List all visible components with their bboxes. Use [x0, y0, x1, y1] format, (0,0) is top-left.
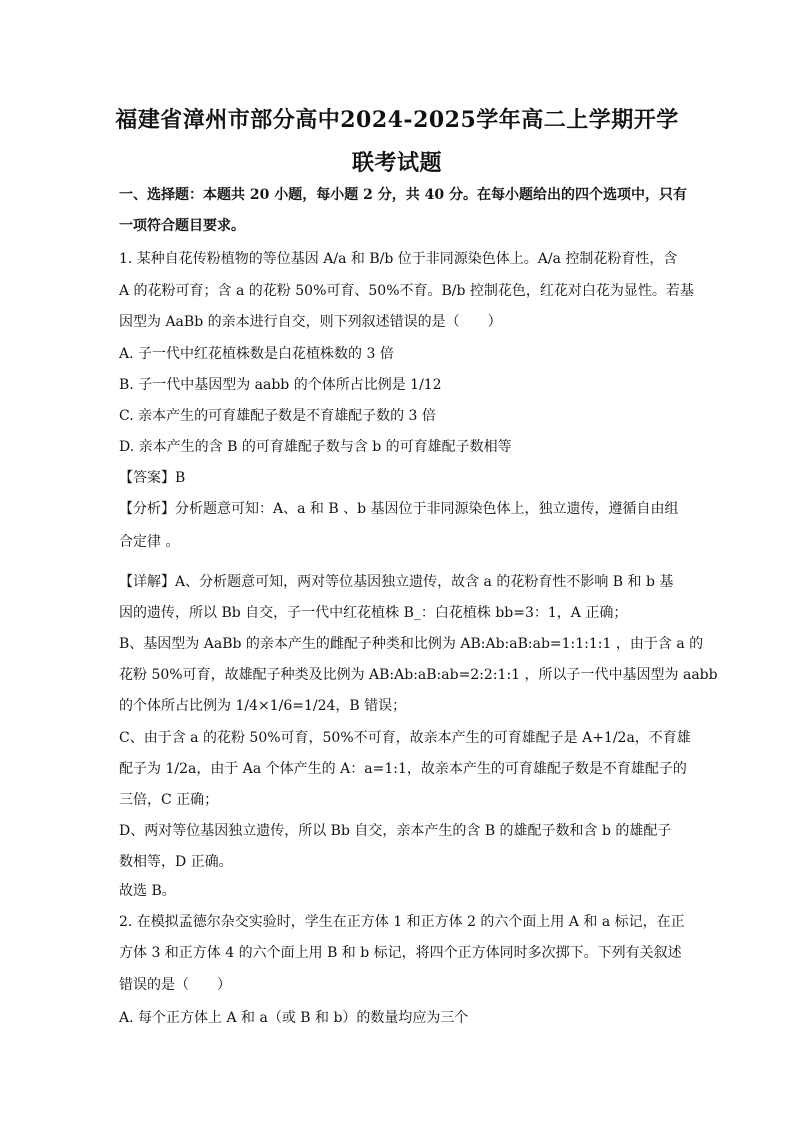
q1-detail-line1: 【详解】A、分析题意可知，两对等位基因独立遗传，故含 a 的花粉育性不影响 B 和 b 基	[119, 574, 674, 590]
q1-analysis-line2: 合定律 。	[119, 534, 180, 550]
section-heading-line2: 一项符合题目要求。	[119, 218, 245, 234]
q1-analysis-line1: 【分析】分析题意可知：A、a 和 B 、b 基因位于非同源染色体上，独立遗传，遵循自由组	[119, 501, 679, 517]
q1-detail-line11: 故选 B。	[119, 883, 176, 899]
q2-stem-line3: 错误的是（ ）	[119, 977, 231, 993]
q1-detail-line9: D、两对等位基因独立遗传，所以 Bb 自交，亲本产生的含 B 的雄配子数和含 b 的雄配子	[119, 823, 672, 839]
q1-stem-line2: A 的花粉可育；含 a 的花粉 50%可育、50%不育。B/b 控制花色，红花对白花为显性。若基	[119, 283, 694, 299]
q1-detail-line7: 配子为 1/2a，由于 Aa 个体产生的 A：a=1:1，故亲本产生的可育雄配子数是不育雄配子的	[119, 761, 687, 777]
section-heading-line1: 一、选择题：本题共 20 小题，每小题 2 分，共 40 分。在每小题给出的四个选项中，只有	[119, 187, 687, 203]
q1-option-a: A. 子一代中红花植株数是白花植株数的 3 倍	[119, 346, 394, 362]
q2-stem-line2: 方体 3 和正方体 4 的六个面上用 B 和 b 标记，将四个正方体同时多次掷下。下列有关叙述	[119, 945, 682, 961]
document-title-line2: 联考试题	[351, 150, 442, 176]
q1-stem-line1: 1. 某种自花传粉植物的等位基因 A/a 和 B/b 位于非同源染色体上。A/a 控制花粉育性，含	[119, 251, 678, 267]
q1-detail-line2: 因的遗传，所以 Bb 自交，子一代中红花植株 B_：白花植株 bb=3：1，A 正确；	[119, 605, 628, 621]
q1-detail-line10: 数相等，D 正确。	[119, 854, 233, 870]
q1-option-d: D. 亲本产生的含 B 的可育雄配子数与含 b 的可育雄配子数相等	[119, 439, 512, 455]
q1-answer: 【答案】B	[119, 470, 186, 486]
q1-option-c: C. 亲本产生的可育雄配子数是不育雄配子数的 3 倍	[119, 408, 436, 424]
document-title-line1: 福建省漳州市部分高中2024-2025学年高二上学期开学	[115, 107, 679, 133]
q1-detail-line4: 花粉 50%可育，故雄配子种类及比例为 AB:Ab:aB:ab=2:2:1:1 ，所以子一代中基因型为 aabb	[119, 667, 718, 683]
q2-stem-line1: 2. 在模拟孟德尔杂交实验时，学生在正方体 1 和正方体 2 的六个面上用 A 和 a 标记，在正	[119, 914, 685, 930]
q2-option-a: A. 每个正方体上 A 和 a（或 B 和 b）的数量均应为三个	[119, 1010, 469, 1026]
q1-option-b: B. 子一代中基因型为 aabb 的个体所占比例是 1/12	[119, 377, 442, 393]
q1-stem-line3: 因型为 AaBb 的亲本进行自交，则下列叙述错误的是（ ）	[119, 314, 502, 330]
q1-detail-line5: 的个体所占比例为 1/4×1/6=1/24，B 错误；	[119, 698, 407, 714]
q1-detail-line3: B、基因型为 AaBb 的亲本产生的雌配子种类和比例为 AB:Ab:aB:ab=1:1:1:1 ，由于含 a 的	[119, 636, 704, 652]
q1-detail-line6: C、由于含 a 的花粉 50%可育，50%不可育，故亲本产生的可育雄配子是 A+1/2a，不育雄	[119, 730, 691, 746]
q1-detail-line8: 三倍，C 正确；	[119, 792, 219, 808]
